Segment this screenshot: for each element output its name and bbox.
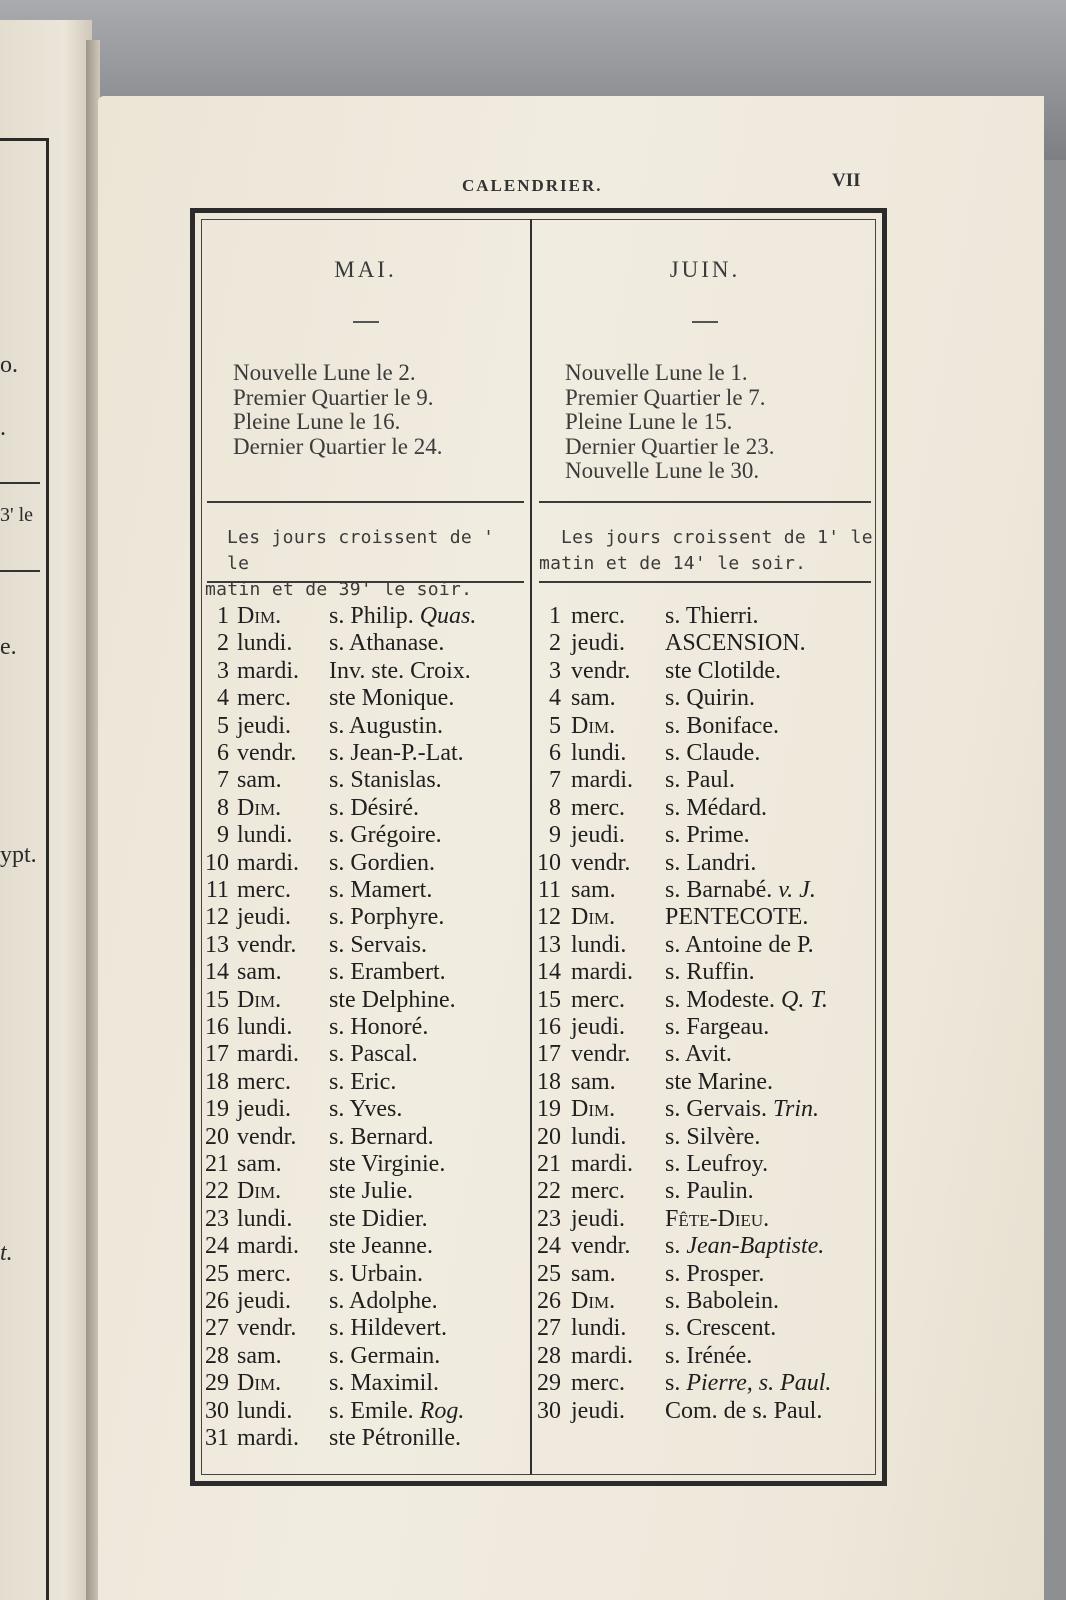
saint-text: s. Erambert. [329,959,446,986]
weekday: mardi. [237,1425,299,1451]
weekday: jeudi. [571,1205,625,1232]
weekday: lundi. [237,1205,293,1232]
saint-text: s. Stanislas. [329,767,442,794]
left-fragment: o. [0,352,18,378]
day-number: 7 [217,767,229,794]
saint-name [329,1288,438,1315]
feast-note: Rog. [413,1397,465,1424]
weekday: jeudi. [237,1096,291,1123]
title-dash [692,321,718,323]
daylight-note [205,525,526,603]
weekday: jeudi. [237,712,291,739]
left-page-edge [0,20,92,1600]
weekday: jeudi. [571,630,625,657]
saint-text: s. Philip. [329,603,414,629]
day-number: 19 [537,1096,561,1123]
saint-name [329,1206,428,1233]
saint-name [665,658,781,685]
day-number: 26 [205,1288,229,1314]
left-fragment: 3' le [0,504,34,526]
saint-name [665,1398,822,1425]
saint-text: s. Athanase. [329,630,445,657]
weekday: mardi. [237,657,299,684]
saint-text: s. Maximil. [329,1370,440,1397]
saint-name [665,1315,776,1342]
saint-text: s. Grégoire. [329,822,442,849]
day-number: 3 [217,657,229,684]
day-number: 31 [205,1425,229,1451]
weekday: lundi. [237,630,293,657]
saint-name [665,1096,819,1123]
phase-line: Dernier Quartier le 23. [565,433,775,459]
day-number: 6 [549,740,561,766]
page-number: VII [832,170,861,191]
saint-name [665,1343,752,1370]
saint-name [665,850,756,877]
phase-line: Premier Quartier le 9. [233,384,434,410]
day-number: 12 [537,904,561,931]
saint-text: s. Germain. [329,1342,441,1369]
saint-text: s. Landri. [665,849,757,876]
weekday: Dim. [237,603,282,629]
day-number: 24 [537,1233,561,1260]
saint-name [665,959,755,986]
left-fragment: e. [0,634,17,660]
saint-text: Inv. ste. Croix. [329,657,471,684]
day-number: 15 [205,986,229,1013]
saint-text: s. Médard. [665,794,767,821]
weekday: sam. [571,685,616,712]
day-number: 22 [537,1178,561,1205]
weekday: merc. [571,986,625,1013]
weekday: mardi. [571,767,633,794]
saint-name [329,1069,396,1096]
saint-text: s. Prime. [665,822,750,849]
day-number: 30 [205,1397,229,1424]
saint-text: s. Fargeau. [665,1014,770,1040]
saint-name [665,603,759,630]
weekday: vendr. [571,849,631,876]
day-number: 4 [217,685,229,712]
weekday: jeudi. [571,1014,625,1040]
saint-text: s. Bernard. [329,1123,434,1150]
weekday: mardi. [571,959,633,986]
saint-text: s. Prosper. [665,1260,765,1287]
saint-text: ste Clotilde. [665,657,781,684]
weekday: vendr. [571,1041,631,1068]
saint-text: ste Marine. [665,1068,773,1095]
saint-text: s. [665,1370,681,1397]
saint-name [665,1370,831,1397]
saint-name [665,1288,779,1315]
weekday: Dim. [571,904,616,931]
weekday: merc. [237,1068,291,1095]
weekday: lundi. [571,931,627,958]
day-number: 17 [205,1041,229,1068]
day-number: 28 [537,1342,561,1369]
daylight-line: matin et de 39' le soir. [205,579,473,600]
feast-note: v. J. [772,877,816,903]
saint-name [329,1343,440,1370]
saint-name [329,767,442,794]
day-number: 14 [205,959,229,986]
weekday: mardi. [237,849,299,876]
saint-name [329,740,464,767]
section-separator [539,581,871,583]
saint-name [329,877,432,904]
weekday: vendr. [571,657,631,684]
weekday: lundi. [571,740,627,766]
saint-text: ste Jeanne. [329,1233,433,1260]
left-fragment: t. [0,1240,13,1266]
saint-name [329,685,454,712]
saint-text: s. Gervais. [665,1096,767,1123]
saint-name [329,932,427,959]
day-number: 24 [205,1233,229,1260]
day-number: 11 [537,877,561,903]
day-number: 20 [205,1123,229,1150]
daylight-line: matin et de 14' le soir. [539,553,807,574]
phase-line: Nouvelle Lune le 2. [233,360,416,385]
saint-text: ste Monique. [329,685,455,712]
saint-name [665,795,767,822]
saint-name [329,1261,423,1288]
weekday: jeudi. [571,1397,625,1424]
day-number: 22 [205,1178,229,1205]
day-number: 7 [549,767,561,794]
saint-name [329,850,435,877]
saint-text: s. Eric. [329,1068,397,1095]
saint-name [665,1069,773,1096]
weekday: sam. [571,1260,616,1287]
saint-name [329,1014,428,1041]
day-number: 3 [549,657,561,684]
saint-name [665,1014,769,1041]
feast-note: Trin. [766,1096,820,1123]
saint-text: s. Modeste. [665,986,775,1013]
title-dash [353,321,379,323]
day-number: 25 [537,1260,561,1287]
weekday: mardi. [571,1342,633,1369]
weekday: mardi. [237,1041,299,1068]
saint-name [665,767,735,794]
phase-line: Premier Quartier le 7. [565,384,766,410]
day-number: 2 [549,630,561,657]
month-column-mai [203,213,528,1481]
saint-text: s. Jean-P.-Lat. [329,740,464,766]
weekday: sam. [571,1068,616,1095]
weekday: sam. [237,959,282,986]
phase-line: Pleine Lune le 15. [565,409,733,434]
day-number: 10 [537,849,561,876]
saint-name [665,987,828,1014]
weekday: Dim. [571,1288,616,1314]
saint-text: ste Pétronille. [329,1425,461,1451]
saint-name [665,877,816,904]
saint-name [665,932,814,959]
saint-text: s. [665,1233,681,1260]
saint-name [329,1041,418,1068]
weekday: merc. [571,603,625,629]
daylight-note [539,525,873,577]
saint-name [329,795,419,822]
weekday: lundi. [571,1123,627,1150]
section-separator [207,581,524,583]
saint-text: s. Thierri. [665,603,759,629]
saint-name [329,959,446,986]
day-number: 17 [537,1041,561,1068]
saint-name [329,658,471,685]
left-rule [0,482,40,484]
saint-name [329,1315,447,1342]
weekday: jeudi. [571,822,625,849]
saint-text: s. Leufroy. [665,1151,769,1177]
saint-text: s. Silvère. [665,1123,761,1150]
saint-text: s. Avit. [665,1041,732,1068]
month-title: MAI. [334,257,397,282]
saint-name [329,603,476,630]
saint-name [665,630,806,657]
saint-text: s. Crescent. [665,1315,777,1342]
weekday: Dim. [237,1178,282,1205]
saint-name [665,1178,754,1205]
left-fragment: ypt. [0,842,37,868]
saint-name [665,1041,732,1068]
feast-note: Jean-Baptiste. [680,1233,825,1260]
saint-text: s. Quirin. [665,685,755,712]
day-number: 11 [205,877,229,903]
saint-text: ASCENSION. [665,630,806,657]
weekday: lundi. [571,1315,627,1342]
phase-line: Pleine Lune le 16. [233,409,401,434]
saint-name [665,1151,768,1178]
saint-name [665,1261,764,1288]
saint-text: ste Virginie. [329,1151,446,1177]
saint-name [329,1370,439,1397]
saint-text: ste Didier. [329,1205,428,1232]
weekday: vendr. [237,931,297,958]
saint-text: s. Babolein. [665,1288,779,1314]
saint-text: s. Ruffin. [665,959,755,986]
day-number: 10 [205,849,229,876]
saint-text: s. Gordien. [329,849,435,876]
weekday: merc. [571,1370,625,1397]
feast-note: Quas. [413,603,477,629]
saint-name [329,1398,464,1425]
day-number: 8 [549,794,561,821]
section-separator [207,501,524,503]
weekday: sam. [237,1342,282,1369]
weekday: Dim. [571,712,616,739]
weekday: mardi. [571,1151,633,1177]
day-number: 15 [537,986,561,1013]
weekday: merc. [237,685,291,712]
weekday: merc. [237,877,291,903]
saint-name [329,1233,433,1260]
day-number: 28 [205,1342,229,1369]
saint-text: s. Barnabé. [665,877,773,903]
saint-name [665,1124,760,1151]
saint-text: ste Delphine. [329,986,456,1013]
phase-line: Dernier Quartier le 24. [233,433,443,459]
weekday: lundi. [237,1014,293,1040]
saint-name [665,822,750,849]
phase-line: Nouvelle Lune le 1. [565,360,748,385]
weekday: sam. [237,1151,282,1177]
day-number: 13 [205,931,229,958]
saint-name [329,987,456,1014]
day-number: 18 [537,1068,561,1095]
left-rule [0,570,40,572]
day-number: 29 [205,1370,229,1397]
day-number: 4 [549,685,561,712]
day-number: 21 [205,1151,229,1177]
day-number: 27 [537,1315,561,1342]
month-title: JUIN. [669,257,741,282]
day-number: 12 [205,904,229,931]
weekday: Dim. [571,1096,616,1123]
saint-name [665,1233,824,1260]
saint-name [329,1151,445,1178]
saint-text: s. Désiré. [329,794,419,821]
day-number: 30 [537,1397,561,1424]
saint-text: ste Julie. [329,1178,413,1205]
column-divider [530,219,532,1475]
saint-name [329,904,444,931]
saint-text: PENTECOTE. [665,904,809,931]
saint-text: s. Yves. [329,1096,403,1123]
weekday: mardi. [237,1233,299,1260]
saint-text: s. Paul. [665,767,736,794]
day-number: 18 [205,1068,229,1095]
day-number: 29 [537,1370,561,1397]
weekday: jeudi. [237,904,291,931]
day-number: 16 [537,1014,561,1040]
saint-text: s. Antoine de P. [665,931,814,958]
weekday: vendr. [237,1123,297,1150]
saint-name [329,1124,434,1151]
weekday: sam. [237,767,282,794]
saint-name [665,685,755,712]
saint-name [329,1425,461,1452]
day-number: 6 [217,740,229,766]
saint-text: s. Pascal. [329,1041,418,1068]
weekday: jeudi. [237,1288,291,1314]
day-number: 16 [205,1014,229,1040]
moon-phases [565,361,774,484]
saint-text: s. Boniface. [665,712,779,739]
day-number: 20 [537,1123,561,1150]
day-number: 1 [549,603,561,629]
saint-text: s. Adolphe. [329,1288,438,1314]
section-separator [539,501,871,503]
saint-name [329,1096,402,1123]
weekday: vendr. [237,1315,297,1342]
day-number: 26 [537,1288,561,1314]
saint-text: s. Paulin. [665,1178,754,1205]
day-number: 23 [205,1205,229,1232]
weekday: sam. [571,877,616,903]
day-number: 9 [217,822,229,849]
saint-text: s. Honoré. [329,1014,429,1040]
saint-name [665,713,779,740]
saint-name [665,1206,769,1233]
calendar-frame [190,208,887,1486]
weekday: Dim. [237,1370,282,1397]
saint-text: s. Emile. [329,1397,414,1424]
saint-text: s. Irénée. [665,1342,753,1369]
running-head: CALENDRIER. [462,176,603,195]
saint-name [329,630,444,657]
weekday: lundi. [237,822,293,849]
weekday: Dim. [237,794,282,821]
day-number: 21 [537,1151,561,1177]
saint-text: s. Hildevert. [329,1315,447,1342]
saint-text: Fête-Dieu. [665,1205,770,1232]
saint-text: s. Urbain. [329,1260,423,1287]
weekday: merc. [237,1260,291,1287]
daylight-line: Les jours croissent de ' le [227,527,495,574]
day-number: 13 [537,931,561,958]
day-number: 8 [217,794,229,821]
day-number: 25 [205,1260,229,1287]
saint-name [665,904,808,931]
weekday: merc. [571,794,625,821]
feast-note: Pierre, s. Paul. [680,1370,832,1397]
phase-line: Nouvelle Lune le 30. [565,458,760,483]
day-number: 1 [217,603,229,629]
day-number: 14 [537,959,561,986]
left-fragment: . [0,415,6,441]
day-number: 5 [549,712,561,739]
day-number: 27 [205,1315,229,1342]
moon-phases [233,361,442,459]
weekday: merc. [571,1178,625,1205]
weekday: vendr. [237,740,297,766]
feast-note: Q. T. [775,986,828,1013]
saint-text: s. Mamert. [329,877,433,903]
saint-text: s. Servais. [329,931,427,958]
weekday: Dim. [237,986,282,1013]
day-number: 5 [217,712,229,739]
saint-name [665,740,760,767]
weekday: vendr. [571,1233,631,1260]
day-number: 2 [217,630,229,657]
saint-name [329,713,443,740]
saint-text: s. Augustin. [329,712,444,739]
saint-text: Com. de s. Paul. [665,1397,823,1424]
daylight-line: Les jours croissent de 1' le [561,527,873,548]
saint-text: s. Porphyre. [329,904,445,931]
saint-name [329,1178,413,1205]
month-column-juin [535,213,875,1481]
day-number: 9 [549,822,561,849]
saint-name [329,822,442,849]
saint-text: s. Claude. [665,740,761,766]
day-number: 19 [205,1096,229,1123]
day-number: 23 [537,1205,561,1232]
weekday: lundi. [237,1397,293,1424]
